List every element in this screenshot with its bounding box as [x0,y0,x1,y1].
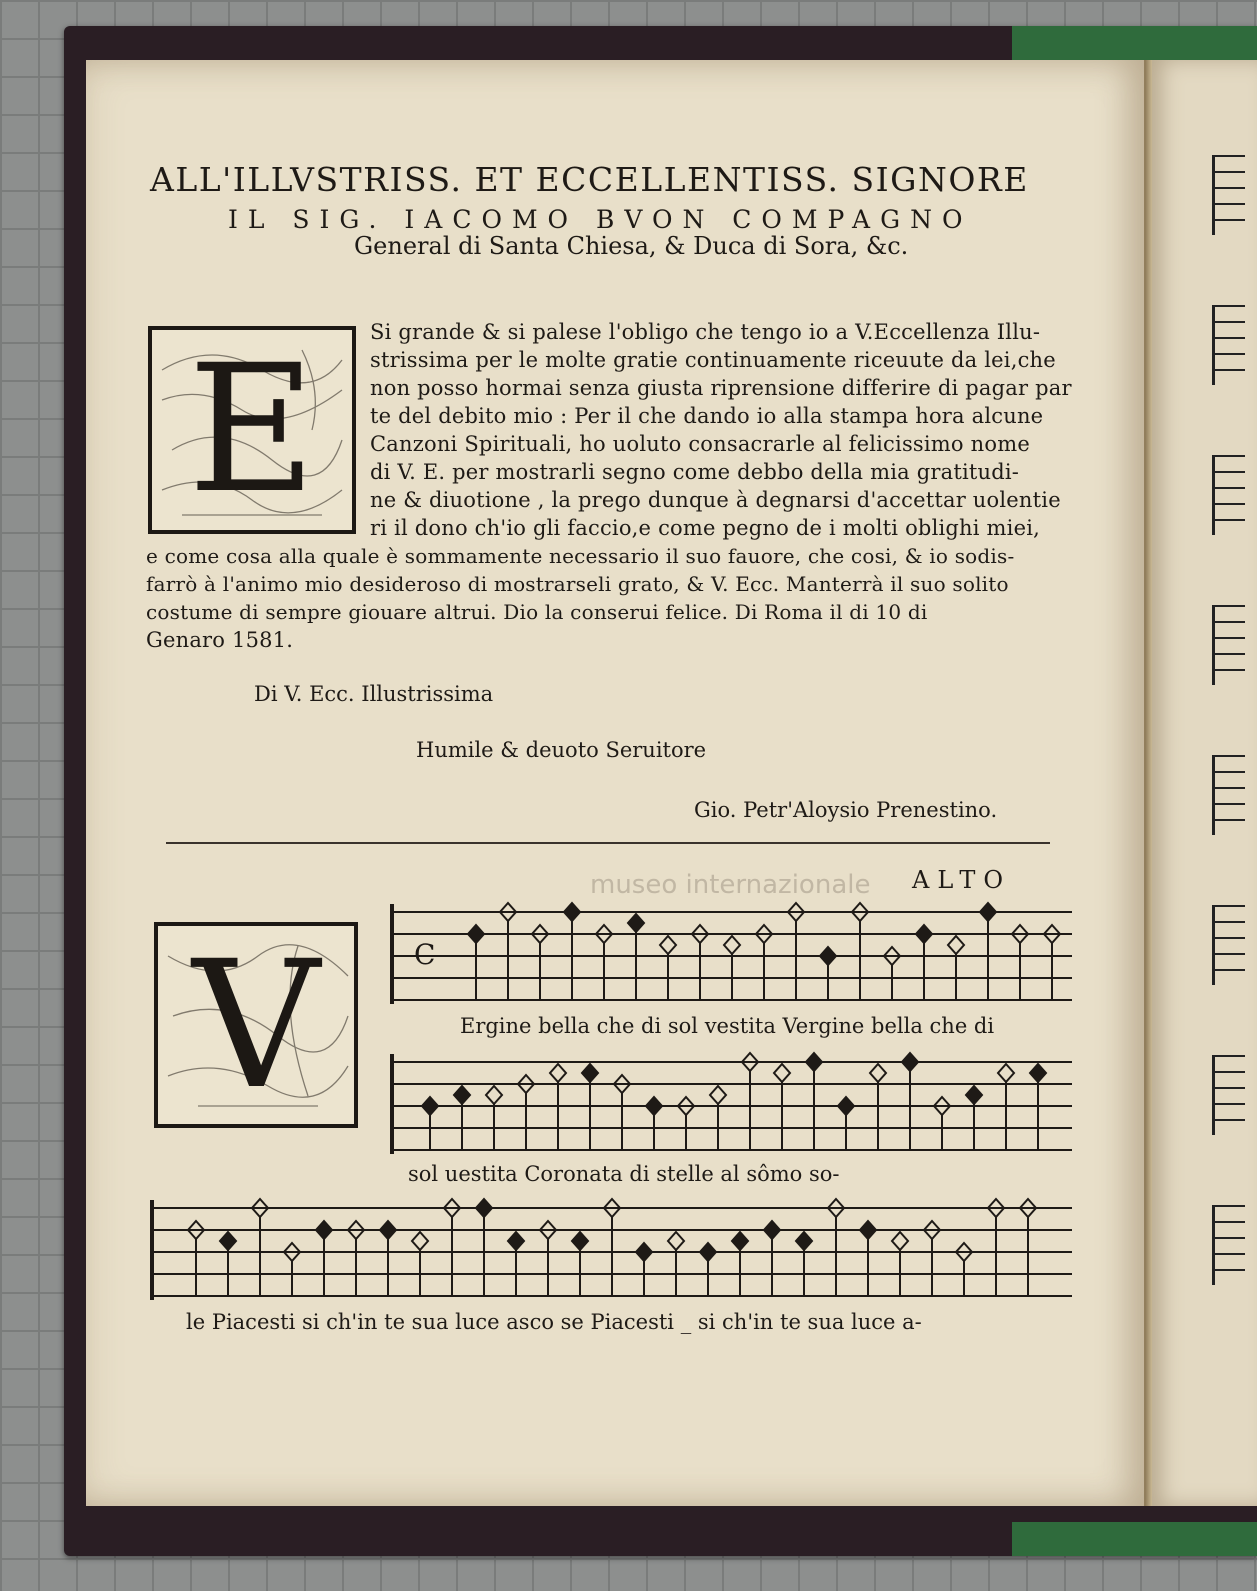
facing-staff [1212,1055,1245,1135]
lyric-line-1: Ergine bella che di sol vestita Vergine bella che di [460,1014,995,1038]
note-head [564,903,580,921]
section-divider [166,842,1050,844]
note-head [796,1232,812,1250]
music-staff-2 [386,1050,1076,1154]
note-head [966,1086,982,1104]
note-head [980,903,996,921]
closing-salutation: Di V. Ecc. Illustrissima [254,682,494,706]
note-head [820,947,836,965]
dedication-line: ne & diuotione , la prego dunque à degnarsi d'accettar uolentie [370,488,1061,512]
facing-staff [1212,905,1245,985]
dedication-line: strissima per le molte gratie continuamente riceuute da lei,che [370,348,1056,372]
dedication-line: non posso hormai senza giusta riprensione differire di pagar par [370,376,1072,400]
note-head [582,1064,598,1082]
note-head [572,1232,588,1250]
music-staff-1 [386,900,1076,1004]
note-head [668,1232,684,1250]
lyric-line-2: sol uestita Coronata di stelle al sômo so- [408,1162,840,1186]
note-head [636,1243,652,1261]
dedication-line: Genaro 1581. [146,628,294,652]
note-head [892,1232,908,1250]
decorated-initial-v [154,922,358,1128]
note-head [902,1053,918,1071]
initial-letter: V [192,923,320,1128]
note-head [764,1221,780,1239]
note-head [508,1232,524,1250]
facing-staff [1212,455,1245,535]
note-head [646,1097,662,1115]
dedication-line: di V. E. per mostrarli segno come debbo della mia gratitudi- [370,460,1020,484]
lyric-line-3: le Piacesti si ch'in te sua luce asco se Piacesti _ si ch'in te sua luce a- [186,1310,922,1334]
closing-servant: Humile & deuoto Seruitore [416,738,707,762]
note-head [806,1053,822,1071]
note-head [454,1086,470,1104]
note-group [188,1199,1036,1296]
note-head [476,1199,492,1217]
note-head [486,1086,502,1104]
note-group [468,903,1060,1000]
watermark: museo internazionale [590,870,871,900]
note-head [628,914,644,932]
note-head [380,1221,396,1239]
dedication-line: farrò à l'animo mio desideroso di mostrarseli grato, & V. Ecc. Manterrà il suo solito [146,572,1009,596]
dedication-line: te del debito mio : Per il che dando io alla stampa hora alcune [370,404,1044,428]
note-head [660,936,676,954]
binding-tape-bottom [1012,1522,1257,1556]
note-head [998,1064,1014,1082]
note-head [550,1064,566,1082]
note-head [220,1232,236,1250]
note-head [710,1086,726,1104]
facing-page [1148,60,1257,1506]
dedication-line: e come cosa alla quale è sommamente necessario il suo fauore, che cosi, & io sodis- [146,544,1015,568]
note-head [774,1064,790,1082]
dedication-line: Si grande & si palese l'obligo che tengo io a V.Eccellenza Illu- [370,320,1041,344]
note-head [870,1064,886,1082]
note-head [732,1232,748,1250]
initial-letter: E [187,327,317,532]
svg-text:C: C [414,938,436,971]
title-line-2: IL SIG. IACOMO BVON COMPAGNO [228,205,973,234]
facing-staff [1212,605,1245,685]
binding-tape-top [1012,26,1257,60]
note-head [412,1232,428,1250]
note-head [916,925,932,943]
decorated-initial-e [148,326,356,534]
note-head [838,1097,854,1115]
dedication-line: ri il dono ch'io gli faccio,e come pegno de i molti oblighi miei, [370,516,1041,540]
note-head [860,1221,876,1239]
music-staff-3 [146,1196,1076,1300]
note-head [468,925,484,943]
note-head [316,1221,332,1239]
closing-signature: Gio. Petr'Aloysio Prenestino. [694,798,998,822]
dedication-line: costume di sempre giouare altrui. Dio la conserui felice. Di Roma il di 10 di [146,600,928,624]
note-head [724,936,740,954]
note-head [700,1243,716,1261]
note-head [1030,1064,1046,1082]
facing-staff [1212,155,1245,235]
title-line-1: ALL'ILLVSTRISS. ET ECCELLENTISS. SIGNORE [150,160,1029,199]
note-head [422,1097,438,1115]
facing-staff [1212,1205,1245,1285]
facing-staff [1212,755,1245,835]
note-group [422,1053,1046,1150]
note-head [948,936,964,954]
voice-label: ALTO [912,866,1011,894]
facing-staff [1212,305,1245,385]
title-line-3: General di Santa Chiesa, & Duca di Sora, &c. [354,232,909,260]
dedication-line: Canzoni Spirituali, ho uoluto consacrarle al felicissimo nome [370,432,1030,456]
